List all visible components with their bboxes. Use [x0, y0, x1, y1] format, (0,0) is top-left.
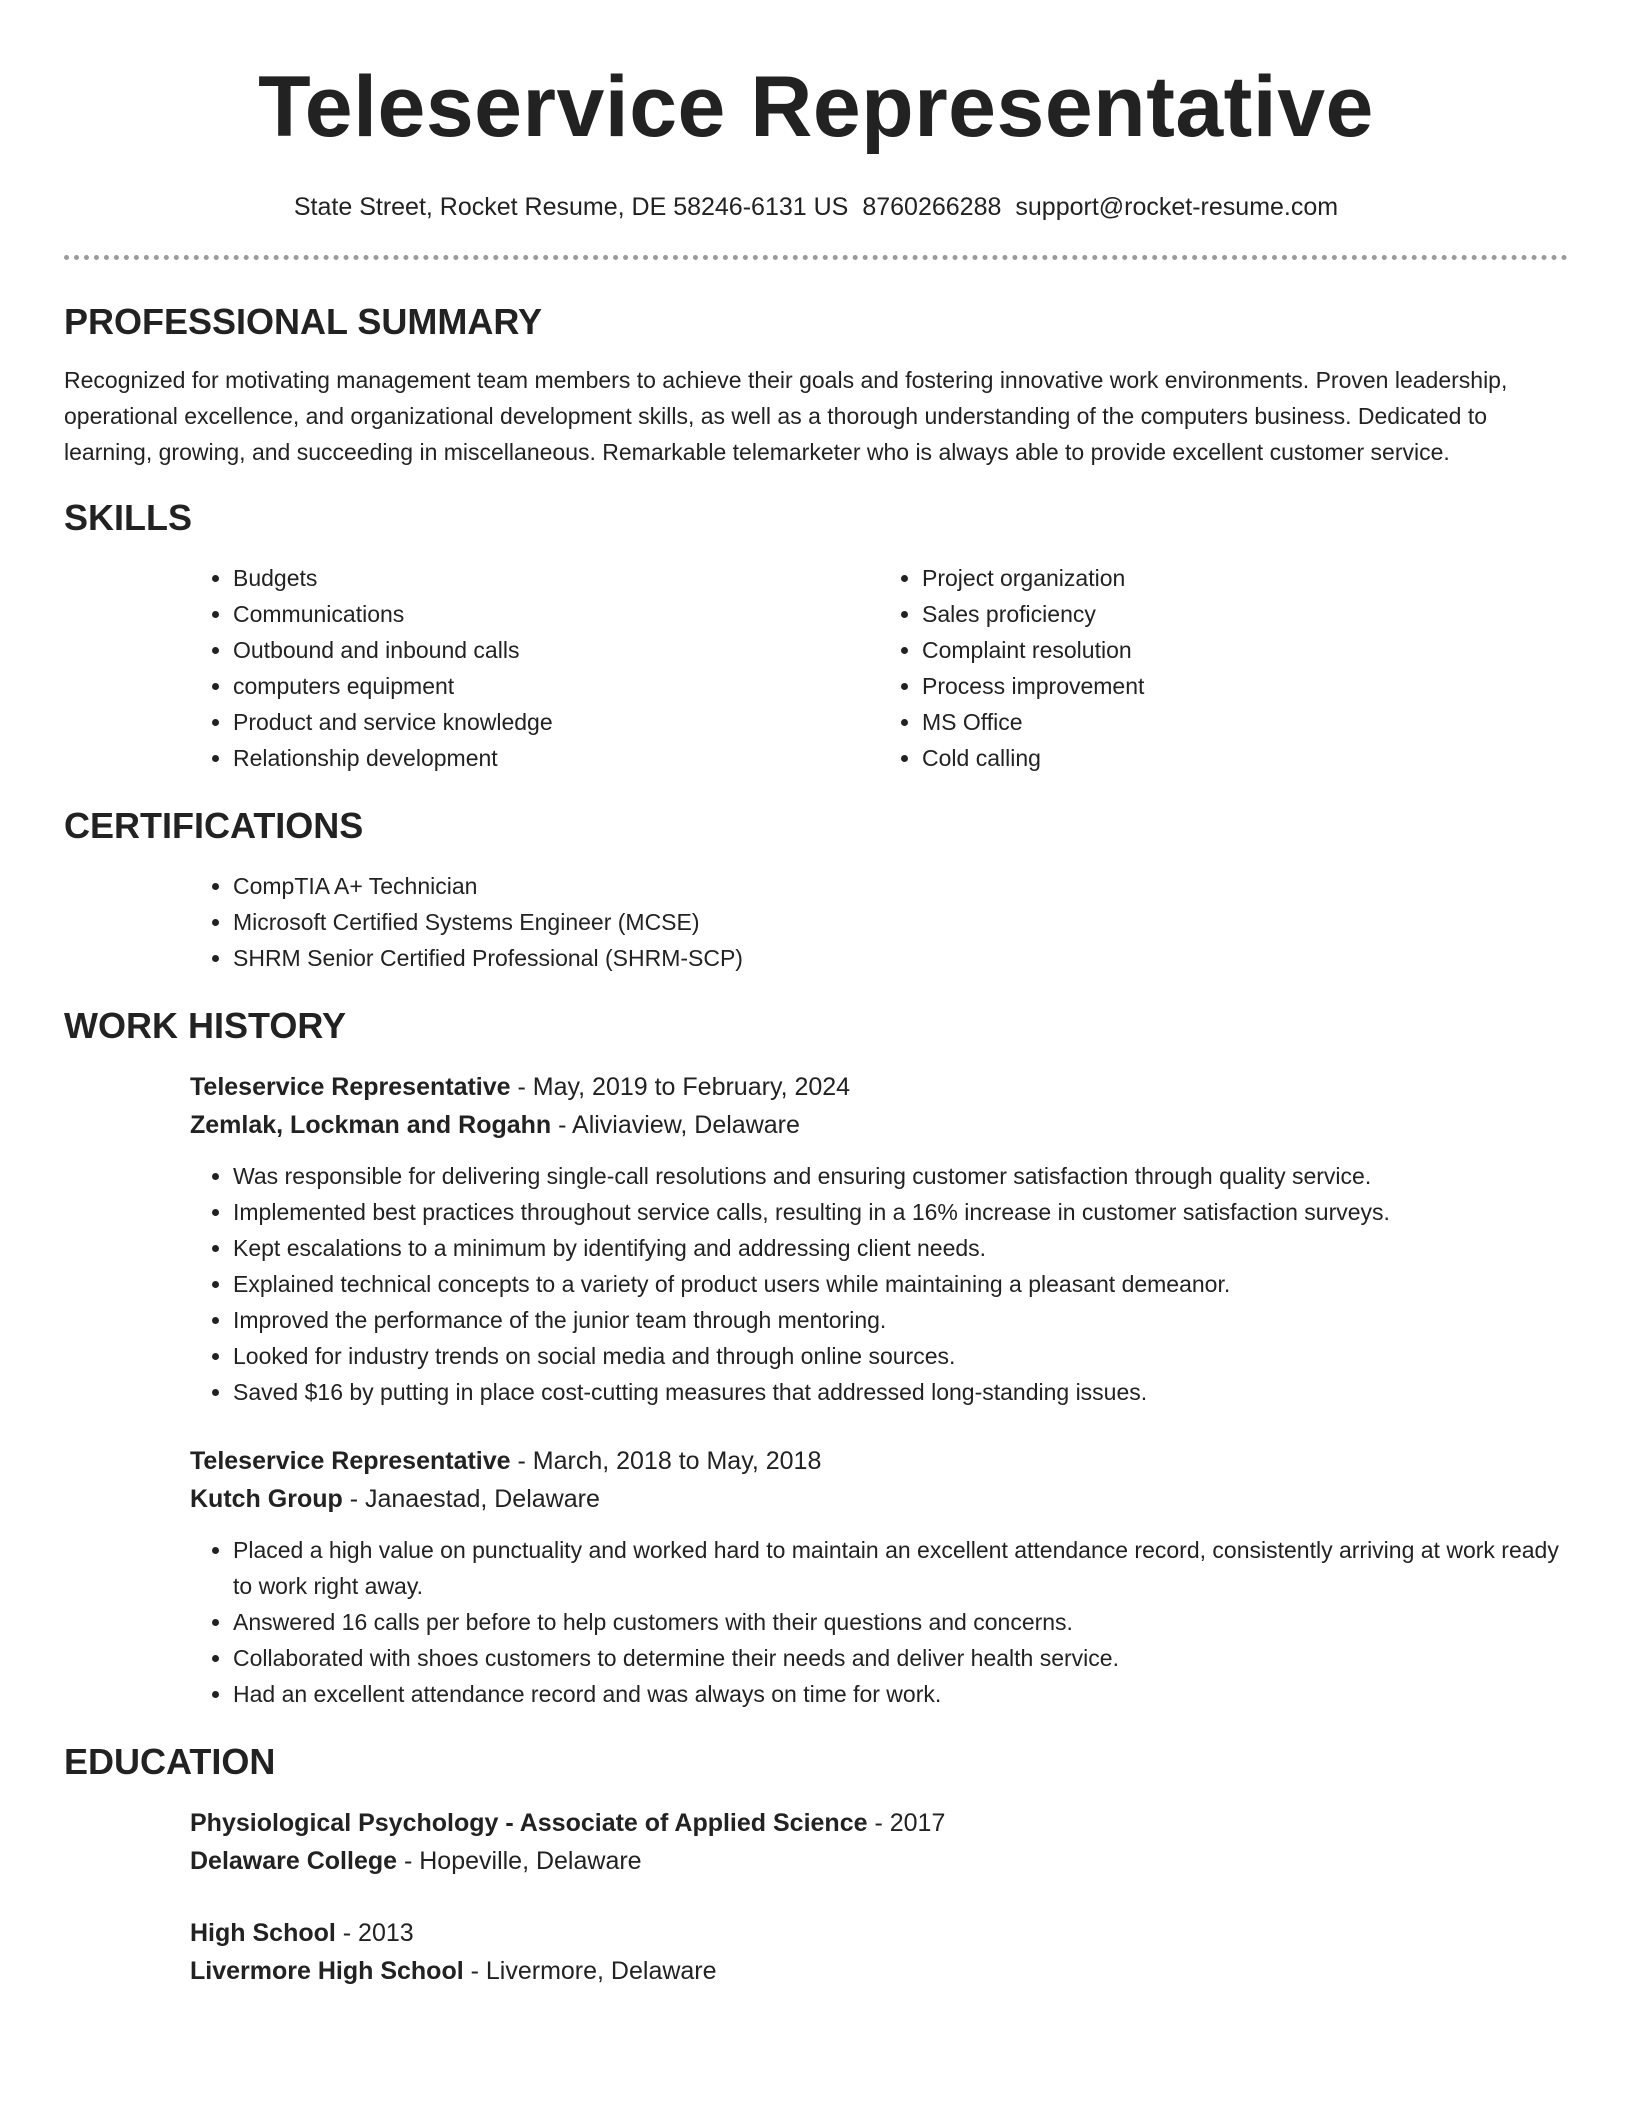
job-dates: - March, 2018 to May, 2018 [510, 1447, 822, 1475]
education-location: - Livermore, Delaware [463, 1957, 717, 1985]
summary-section [64, 300, 1568, 470]
skill-item: • MS Office [922, 704, 1568, 740]
education-school-line [190, 1952, 1568, 1990]
job-role: Teleservice Representative [190, 1447, 511, 1475]
job-company: Zemlak, Lockman and Rogahn [190, 1111, 552, 1139]
job-bullet: • Kept escalations to a minimum by identifying and addressing client needs. [233, 1230, 1568, 1266]
certification-item: • SHRM Senior Certified Professional (SHRM-SCP) [233, 940, 1568, 976]
job-location: - Aliviaview, Delaware [551, 1111, 800, 1139]
contact-address: State Street, Rocket Resume, DE 58246-6131 US [293, 193, 849, 221]
skill-item: • Project organization [922, 560, 1568, 596]
certifications-title: CERTIFICATIONS [64, 805, 364, 846]
skills-grid [190, 560, 1568, 776]
education-section [64, 1740, 1568, 1990]
skill-item: • Relationship development [233, 740, 879, 776]
contact-phone: 8760266288 [862, 193, 1002, 221]
skill-item: • Process improvement [922, 668, 1568, 704]
job-bullet: • Implemented best practices throughout service calls, resulting in a 16% increase in customer satisfaction surveys. [233, 1194, 1568, 1230]
job-bullet: • Collaborated with shoes customers to determine their needs and deliver health service. [233, 1640, 1568, 1676]
education-degree: High School [190, 1919, 336, 1947]
education-year: - 2013 [335, 1919, 414, 1947]
job-company-line [190, 1480, 1568, 1518]
skill-item: • Complaint resolution [922, 632, 1568, 668]
skills-section [64, 496, 1568, 776]
education-location: - Hopeville, Delaware [397, 1847, 642, 1875]
education-degree: Physiological Psychology - Associate of Applied Science [190, 1809, 868, 1837]
job-bullet: • Placed a high value on punctuality and worked hard to maintain an excellent attendance record, consistently arriving at work ready to work right away. [233, 1532, 1568, 1604]
job-entry [190, 1442, 1568, 1712]
skill-item: • Product and service knowledge [233, 704, 879, 740]
certifications-section [64, 804, 1568, 976]
skill-item: • Sales proficiency [922, 596, 1568, 632]
job-title-line [190, 1068, 1568, 1106]
certification-item: • Microsoft Certified Systems Engineer (MCSE) [233, 904, 1568, 940]
skills-title: SKILLS [64, 497, 193, 538]
education-degree-line [190, 1914, 1568, 1952]
skill-item: • Budgets [233, 560, 879, 596]
job-bullets [190, 1158, 1568, 1410]
skills-list-right [879, 560, 1568, 776]
education-title: EDUCATION [64, 1741, 276, 1782]
resume-name: Teleservice Representative [258, 59, 1374, 155]
skill-item: • Outbound and inbound calls [233, 632, 879, 668]
job-bullet: • Answered 16 calls per before to help customers with their questions and concerns. [233, 1604, 1568, 1640]
education-degree-line [190, 1804, 1568, 1842]
certifications-list [190, 868, 1568, 976]
job-bullet: • Improved the performance of the junior team through mentoring. [233, 1302, 1568, 1338]
summary-text: Recognized for motivating management team members to achieve their goals and fostering innovative work environments. Proven leadership, operational excellence, and organizational development skills, as well as a thorough understanding of the computers business. Dedicated to learning, growing, and succeeding in miscellaneous. Remarkable telemarketer who is always able to provide excellent customer service. [64, 367, 1508, 465]
job-dates: - May, 2019 to February, 2024 [510, 1073, 851, 1101]
skills-list-left [190, 560, 879, 776]
certification-item: • CompTIA A+ Technician [233, 868, 1568, 904]
header-divider [64, 255, 1568, 260]
job-bullet: • Explained technical concepts to a variety of product users while maintaining a pleasant demeanor. [233, 1266, 1568, 1302]
education-entry [190, 1914, 1568, 1990]
education-entry [190, 1804, 1568, 1880]
contact-email: support@rocket-resume.com [1015, 193, 1339, 221]
job-bullet: • Saved $16 by putting in place cost-cutting measures that addressed long-standing issues. [233, 1374, 1568, 1410]
job-entry [190, 1068, 1568, 1410]
job-location: - Janaestad, Delaware [342, 1485, 600, 1513]
job-bullet: • Had an excellent attendance record and was always on time for work. [233, 1676, 1568, 1712]
contact-line [64, 192, 1568, 222]
job-role: Teleservice Representative [190, 1073, 511, 1101]
work-history-title: WORK HISTORY [64, 1005, 347, 1046]
job-company: Kutch Group [190, 1485, 343, 1513]
job-bullets [190, 1532, 1568, 1712]
job-bullet: • Looked for industry trends on social media and through online sources. [233, 1338, 1568, 1374]
skill-item: • Communications [233, 596, 879, 632]
job-company-line [190, 1106, 1568, 1144]
education-school: Delaware College [190, 1847, 398, 1875]
skill-item: • Cold calling [922, 740, 1568, 776]
work-history-section [64, 1004, 1568, 1712]
job-title-line [190, 1442, 1568, 1480]
education-school: Livermore High School [190, 1957, 464, 1985]
job-bullet: • Was responsible for delivering single-call resolutions and ensuring customer satisfaction through quality service. [233, 1158, 1568, 1194]
summary-title: PROFESSIONAL SUMMARY [64, 301, 543, 342]
education-year: - 2017 [867, 1809, 946, 1837]
education-school-line [190, 1842, 1568, 1880]
skill-item: • computers equipment [233, 668, 879, 704]
